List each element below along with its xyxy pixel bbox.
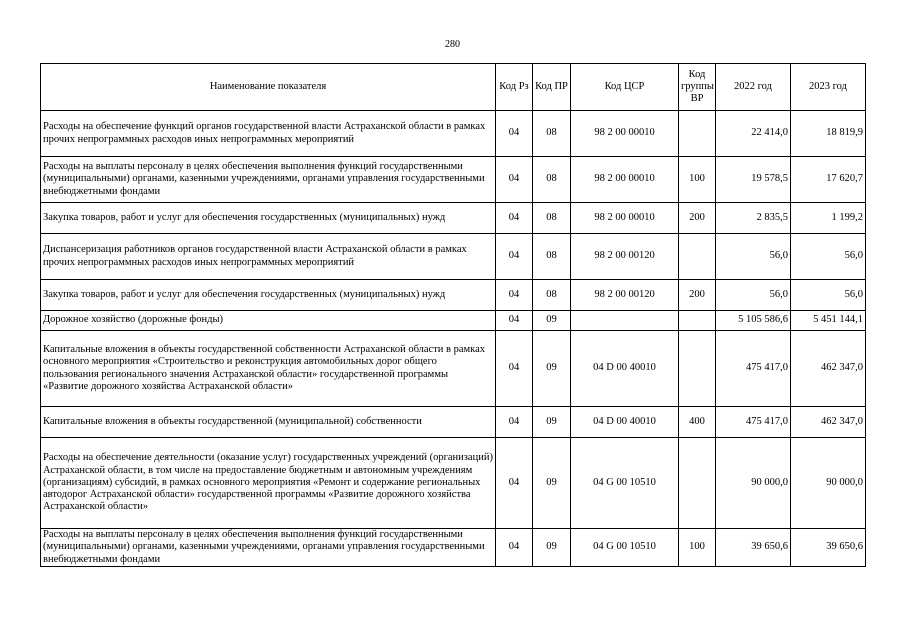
table-row xyxy=(41,311,866,331)
header-vr: Код группы ВР xyxy=(679,64,716,111)
table-row xyxy=(41,280,866,311)
row-vr: 400 xyxy=(679,407,716,438)
table-row xyxy=(41,203,866,234)
table-row xyxy=(41,157,866,203)
row-name: Закупка товаров, работ и услуг для обеспечения государственных (муниципальных) нужд xyxy=(41,280,496,311)
table-row xyxy=(41,234,866,280)
row-rz: 04 xyxy=(496,111,533,157)
table-row xyxy=(41,331,866,407)
row-value-2022: 39 650,6 xyxy=(716,529,791,567)
row-vr xyxy=(679,234,716,280)
row-name: Диспансеризация работников органов государственной власти Астраханской области в рамках прочих непрограммных расходов иных непрограммных мероприятий xyxy=(41,234,496,280)
row-csr: 98 2 00 00010 xyxy=(571,157,679,203)
row-name: Расходы на обеспечение деятельности (оказание услуг) государственных учреждений (организаций) Астраханской области, в том числе на предоставление бюджетным и автономным учреждениям (организациям) субсидий, в рамках основного мероприятия «Ремонт и содержание региональных автодорог Астраханской области» государственной программы «Развитие дорожного хозяйства Астраханской области» xyxy=(41,438,496,529)
row-value-2022: 90 000,0 xyxy=(716,438,791,529)
row-rz: 04 xyxy=(496,157,533,203)
row-rz: 04 xyxy=(496,438,533,529)
row-pr: 09 xyxy=(533,438,571,529)
header-name: Наименование показателя xyxy=(41,64,496,111)
row-vr xyxy=(679,331,716,407)
row-value-2023: 462 347,0 xyxy=(791,407,866,438)
row-value-2023: 56,0 xyxy=(791,234,866,280)
row-csr: 04 G 00 10510 xyxy=(571,438,679,529)
row-value-2022: 56,0 xyxy=(716,234,791,280)
page-number: 280 xyxy=(445,39,460,50)
row-pr: 09 xyxy=(533,529,571,567)
row-value-2022: 5 105 586,6 xyxy=(716,311,791,331)
row-value-2022: 22 414,0 xyxy=(716,111,791,157)
header-2022: 2022 год xyxy=(716,64,791,111)
row-value-2022: 475 417,0 xyxy=(716,407,791,438)
row-value-2023: 18 819,9 xyxy=(791,111,866,157)
row-pr: 09 xyxy=(533,331,571,407)
row-name: Капитальные вложения в объекты государственной собственности Астраханской области в рамках основного мероприятия «Строительство и реконструкция автомобильных дорог общего пользования регионального значения Астраханской области» государственной программы «Развитие дорожного хозяйства Астраханской области» xyxy=(41,331,496,407)
row-name: Капитальные вложения в объекты государственной (муниципальной) собственности xyxy=(41,407,496,438)
row-rz: 04 xyxy=(496,234,533,280)
row-name: Расходы на выплаты персоналу в целях обеспечения выполнения функций государственными (муниципальными) органами, казенными учреждениями, органами управления государственными внебюджетными фондами xyxy=(41,529,496,567)
row-csr: 04 G 00 10510 xyxy=(571,529,679,567)
row-name: Закупка товаров, работ и услуг для обеспечения государственных (муниципальных) нужд xyxy=(41,203,496,234)
row-name: Дорожное хозяйство (дорожные фонды) xyxy=(41,311,496,331)
table-row xyxy=(41,438,866,529)
header-pr: Код ПР xyxy=(533,64,571,111)
row-pr: 08 xyxy=(533,203,571,234)
table-header-row xyxy=(41,64,866,111)
row-rz: 04 xyxy=(496,203,533,234)
row-pr: 08 xyxy=(533,111,571,157)
row-pr: 09 xyxy=(533,407,571,438)
row-rz: 04 xyxy=(496,280,533,311)
row-rz: 04 xyxy=(496,311,533,331)
row-name: Расходы на обеспечение функций органов государственной власти Астраханской области в рамках прочих непрограммных расходов иных непрограммных мероприятий xyxy=(41,111,496,157)
row-rz: 04 xyxy=(496,407,533,438)
row-value-2023: 39 650,6 xyxy=(791,529,866,567)
table-row xyxy=(41,529,866,567)
row-value-2022: 19 578,5 xyxy=(716,157,791,203)
row-value-2023: 56,0 xyxy=(791,280,866,311)
row-csr: 04 D 00 40010 xyxy=(571,331,679,407)
table-row xyxy=(41,407,866,438)
row-csr: 04 D 00 40010 xyxy=(571,407,679,438)
row-csr: 98 2 00 00120 xyxy=(571,234,679,280)
header-csr: Код ЦСР xyxy=(571,64,679,111)
header-rz: Код Рз xyxy=(496,64,533,111)
row-vr: 200 xyxy=(679,280,716,311)
row-name: Расходы на выплаты персоналу в целях обеспечения выполнения функций государственными (муниципальными) органами, казенными учреждениями, органами управления государственными внебюджетными фондами xyxy=(41,157,496,203)
row-pr: 08 xyxy=(533,234,571,280)
row-value-2023: 17 620,7 xyxy=(791,157,866,203)
row-vr xyxy=(679,311,716,331)
row-vr: 200 xyxy=(679,203,716,234)
row-value-2022: 2 835,5 xyxy=(716,203,791,234)
row-vr xyxy=(679,111,716,157)
row-value-2023: 90 000,0 xyxy=(791,438,866,529)
row-value-2023: 462 347,0 xyxy=(791,331,866,407)
table-row xyxy=(41,111,866,157)
row-csr xyxy=(571,311,679,331)
row-value-2023: 1 199,2 xyxy=(791,203,866,234)
row-pr: 08 xyxy=(533,280,571,311)
budget-table xyxy=(40,63,866,567)
row-value-2022: 475 417,0 xyxy=(716,331,791,407)
row-pr: 08 xyxy=(533,157,571,203)
row-csr: 98 2 00 00120 xyxy=(571,280,679,311)
row-pr: 09 xyxy=(533,311,571,331)
row-value-2022: 56,0 xyxy=(716,280,791,311)
row-csr: 98 2 00 00010 xyxy=(571,111,679,157)
row-value-2023: 5 451 144,1 xyxy=(791,311,866,331)
row-rz: 04 xyxy=(496,529,533,567)
header-2023: 2023 год xyxy=(791,64,866,111)
row-vr: 100 xyxy=(679,157,716,203)
row-vr: 100 xyxy=(679,529,716,567)
row-csr: 98 2 00 00010 xyxy=(571,203,679,234)
row-rz: 04 xyxy=(496,331,533,407)
row-vr xyxy=(679,438,716,529)
